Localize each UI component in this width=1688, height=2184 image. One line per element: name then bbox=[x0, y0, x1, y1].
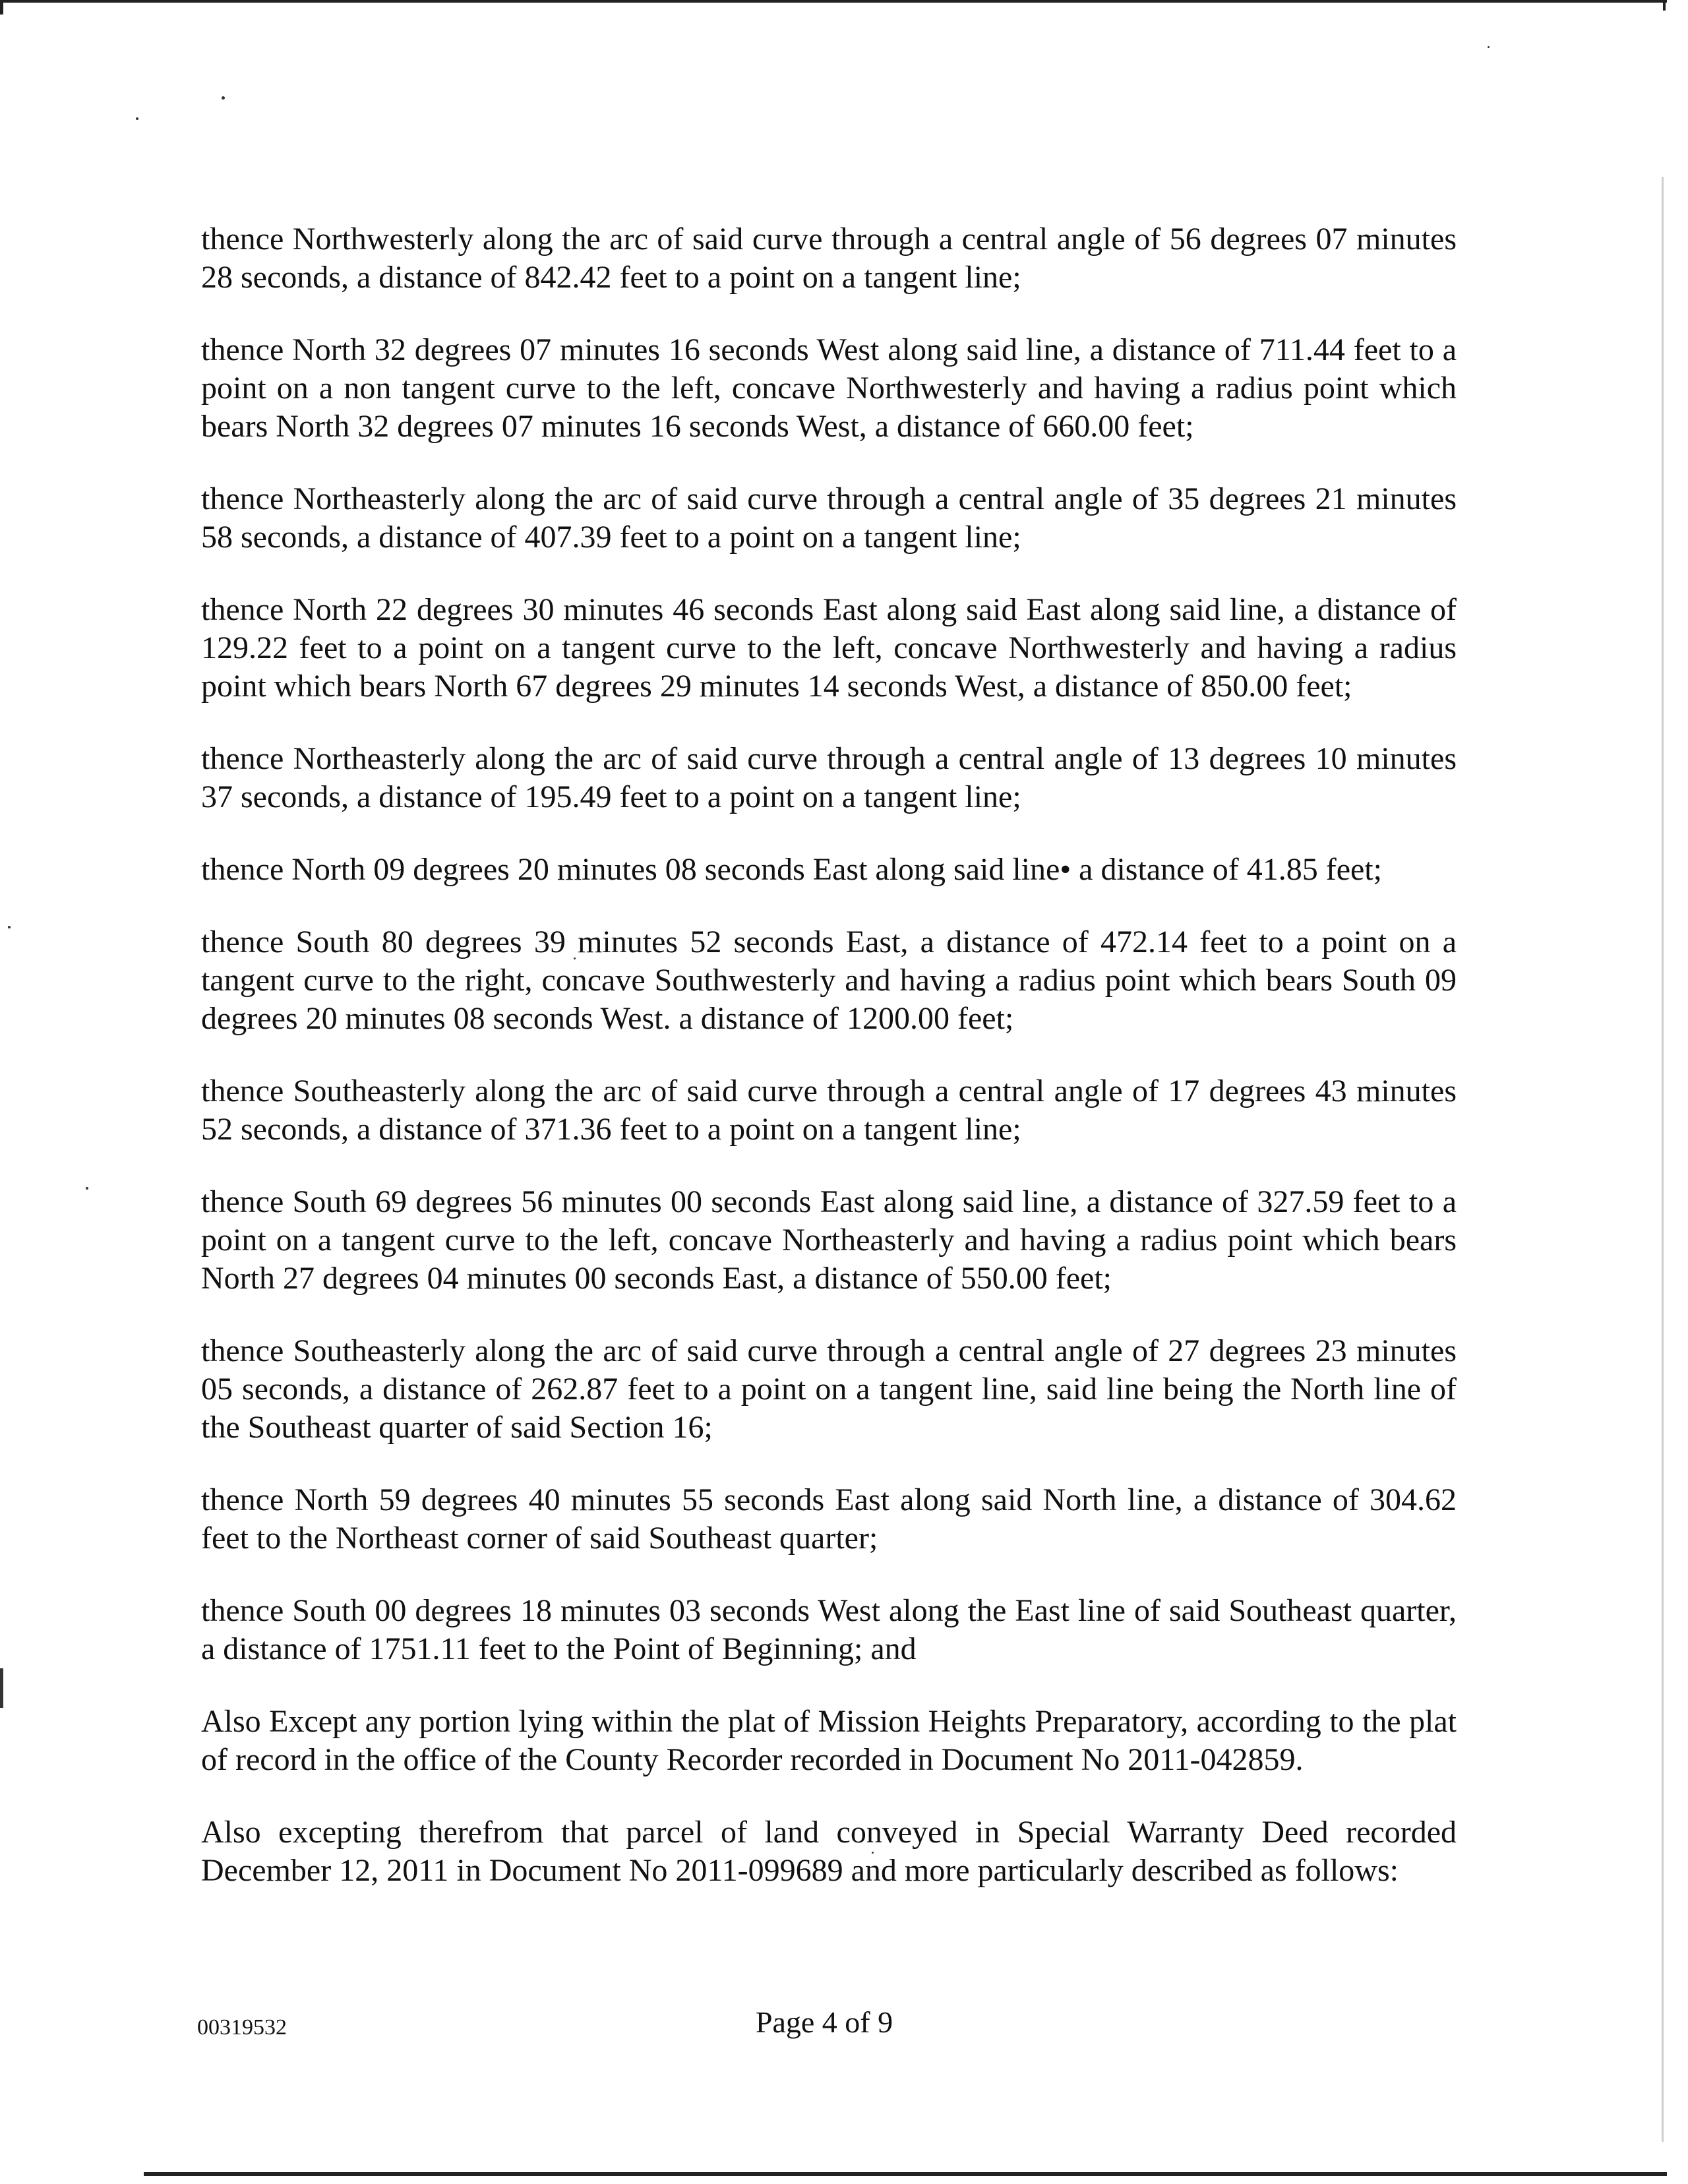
scan-edge-left-lower bbox=[0, 1668, 3, 1708]
paragraph: thence Northwesterly along the arc of said curve through a central angle of 56 degrees 07 minutes 28 seconds, a distance of 842.42 feet to a point on a tangent line; bbox=[201, 222, 1457, 295]
scan-edge-top-right bbox=[1663, 0, 1666, 11]
paragraph: thence Southeasterly along the arc of said curve through a central angle of 27 degrees 23 minutes 05 seconds, a distance of 262.87 feet to a point on a tangent line, said line being the North line of the Southeast quarter of said Section 16; bbox=[201, 1333, 1457, 1445]
paragraph: thence Southeasterly along the arc of said curve through a central angle of 17 degrees 43 minutes 52 seconds, a distance of 371.36 feet to a point on a tangent line; bbox=[201, 1074, 1457, 1147]
scan-speck bbox=[222, 96, 225, 100]
scan-edge-bottom bbox=[144, 2172, 1667, 2176]
paragraph: thence North 09 degrees 20 minutes 08 seconds East along said line• a distance of 41.85 feet; bbox=[201, 852, 1382, 887]
scan-speck bbox=[136, 117, 138, 120]
paragraph: thence North 59 degrees 40 minutes 55 seconds East along said North line, a distance of 304.62 feet to the Northeast corner of said Southeast quarter; bbox=[201, 1482, 1457, 1556]
paragraph: thence North 22 degrees 30 minutes 46 seconds East along said East along said line, a distance of 129.22 feet to a point on a tangent curve to the left, concave Northwesterly and having a radius point which bears North 67 degrees 29 minutes 14 seconds West, a distance of 850.00 feet; bbox=[201, 592, 1457, 704]
paragraph: thence South 69 degrees 56 minutes 00 seconds East along said line, a distance of 327.59 feet to a point on a tangent curve to the left, concave Northeasterly and having a radius point which bears North 27 degrees 04 minutes 00 seconds East, a distance of 550.00 feet; bbox=[201, 1184, 1457, 1296]
paragraph: thence North 32 degrees 07 minutes 16 seconds West along said line, a distance of 711.44 feet to a point on a non tangent curve to the left, concave Northwesterly and having a radius point which bears North 32 degrees 07 minutes 16 seconds West, a distance of 660.00 feet; bbox=[201, 332, 1457, 444]
paragraph: thence South 00 degrees 18 minutes 03 seconds West along the East line of said Southeast quarter, a distance of 1751.11 feet to the Point of Beginning; and bbox=[201, 1593, 1457, 1666]
paragraph: Also excepting therefrom that parcel of land conveyed in Special Warranty Deed recorded December 12, 2011 in Document No 2011-099689 and more particularly described as follows: bbox=[201, 1815, 1457, 1888]
scan-speck bbox=[1488, 46, 1490, 48]
paragraph: Also Except any portion lying within the plat of Mission Heights Preparatory, according to the plat of record in the office of the County Recorder recorded in Document No 2011-042859. bbox=[201, 1704, 1457, 1777]
page-number: Page 4 of 9 bbox=[755, 2005, 893, 2039]
paragraph: thence South 80 degrees 39 minutes 52 seconds East, a distance of 472.14 feet to a point on a tangent curve to the right, concave Southwesterly and having a radius point which bears South 09 degrees 20 minutes 08 seconds West. a distance of 1200.00 feet; bbox=[201, 925, 1457, 1036]
legal-description-body bbox=[201, 220, 1457, 1924]
paragraph: thence Northeasterly along the arc of said curve through a central angle of 35 degrees 21 minutes 58 seconds, a distance of 407.39 feet to a point on a tangent line; bbox=[201, 481, 1457, 555]
scan-edge-right bbox=[1662, 177, 1664, 2142]
scan-edge-top bbox=[0, 0, 1667, 3]
paragraph: thence Northeasterly along the arc of said curve through a central angle of 13 degrees 10 minutes 37 seconds, a distance of 195.49 feet to a point on a tangent line; bbox=[201, 741, 1457, 814]
scan-speck bbox=[8, 926, 11, 928]
document-id: 00319532 bbox=[197, 2015, 287, 2040]
scan-speck bbox=[86, 1187, 88, 1190]
scan-edge-left bbox=[0, 0, 3, 15]
